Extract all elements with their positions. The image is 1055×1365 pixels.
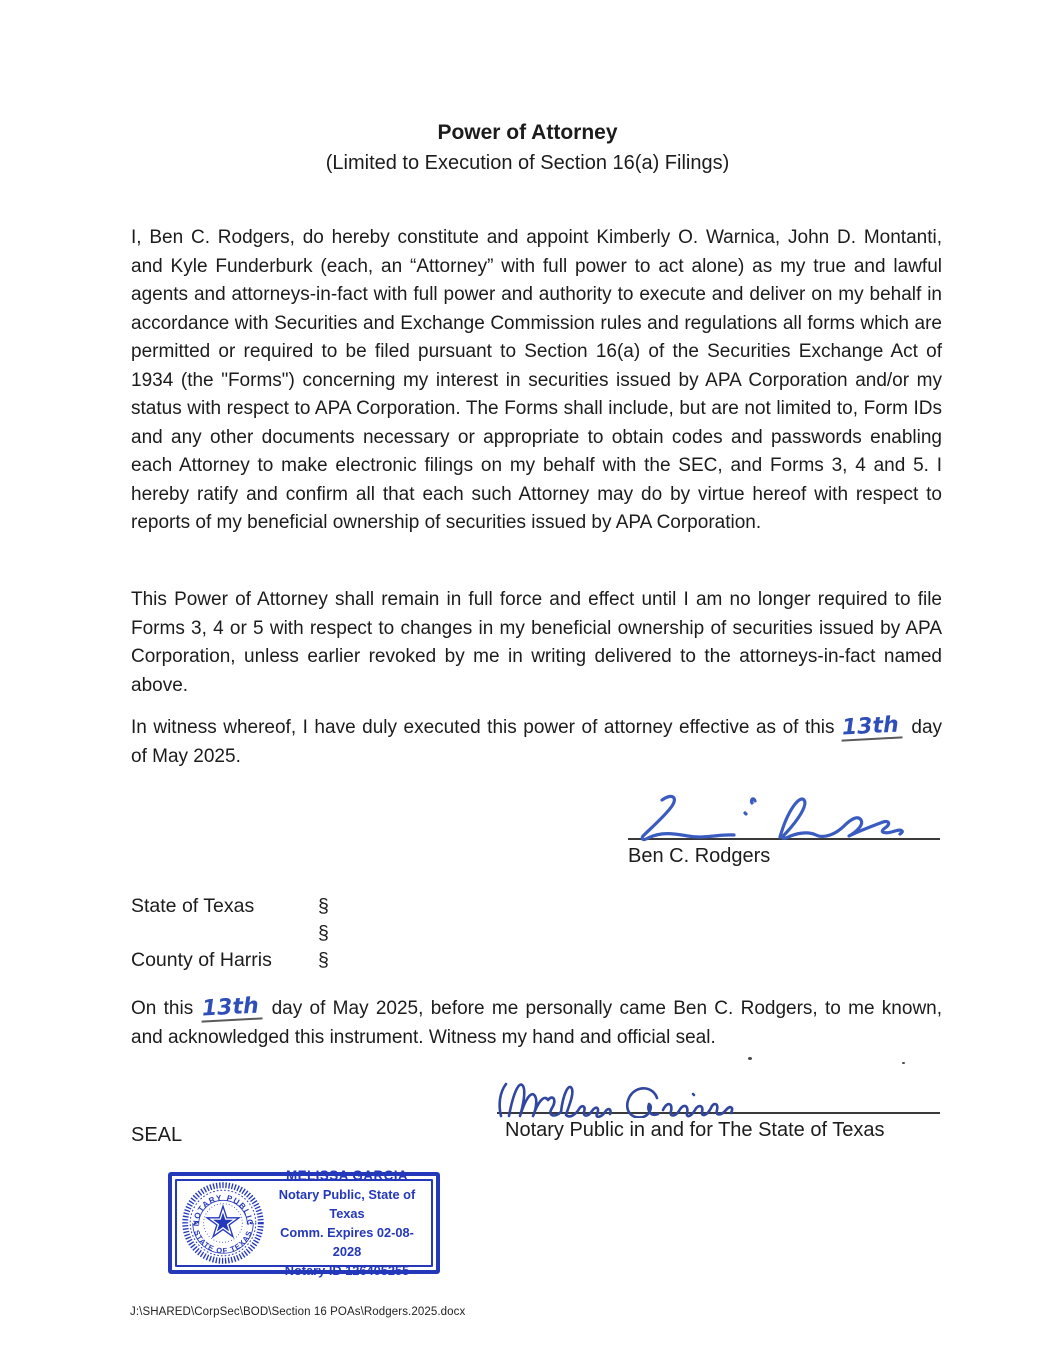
seal-ring-top-text: NOTARY PUBLIC bbox=[191, 1193, 255, 1227]
document-header bbox=[0, 118, 1055, 178]
section-symbol: § bbox=[318, 949, 329, 971]
witness-text-after: day of May 2025. bbox=[131, 717, 943, 767]
venue-block bbox=[131, 893, 471, 974]
handwritten-day-signer: 13th bbox=[840, 715, 902, 741]
notary-stamp-text bbox=[269, 1166, 425, 1280]
venue-state-row bbox=[131, 893, 471, 920]
stamp-commission-expiry: Comm. Expires 02-08-2028 bbox=[280, 1225, 414, 1259]
section-symbol: § bbox=[318, 895, 329, 917]
document-subtitle: (Limited to Execution of Section 16(a) Filings) bbox=[325, 152, 730, 174]
witness-text-before: In witness whereof, I have duly executed this power of attorney effective as of this bbox=[131, 717, 835, 738]
ink-dot bbox=[748, 1057, 752, 1060]
stamp-notary-name: MELISSA GARCIA bbox=[285, 1168, 409, 1183]
notary-seal-icon bbox=[181, 1181, 265, 1265]
ack-text-before: On this bbox=[131, 998, 194, 1019]
stamp-notary-title: Notary Public, State of Texas bbox=[278, 1187, 416, 1221]
notary-stamp-inner-border bbox=[175, 1168, 433, 1278]
signer-printed-name: Ben C. Rodgers bbox=[628, 845, 771, 867]
venue-county-label: County of Harris bbox=[131, 949, 272, 971]
notary-acknowledgment-paragraph bbox=[131, 995, 942, 1052]
venue-county-row bbox=[131, 947, 471, 974]
handwritten-day-notary: 13th bbox=[200, 996, 262, 1022]
seal-label: SEAL bbox=[131, 1124, 183, 1146]
witness-paragraph bbox=[131, 714, 942, 771]
appointment-paragraph: I, Ben C. Rodgers, do hereby constitute and appoint Kimberly O. Warnica, John D. Montanti, and Kyle Funderburk (each, an “Attorney” with full power to act alone) as my true and lawful agents and attorneys-in-fact with full power and authority to execute and deliver on my behalf in accordance with Securities and Exchange Commission rules and regulations all forms which are permitted or required to be filed pursuant to Section 16(a) of the Securities Exchange Act of 1934 (the "Forms") concerning my interest in securities issued by APA Corporation and/or my status with respect to APA Corporation. The Forms shall include, but are not limited to, Form IDs and any other documents necessary or appropriate to obtain codes and passwords enabling each Attorney to make electronic filings on my behalf with the SEC, and Forms 3, 4 and 5. I hereby ratify and confirm all that each such Attorney may do by virtue hereof with respect to reports of my beneficial ownership of securities issued by APA Corporation. bbox=[131, 227, 942, 533]
notary-signature-block bbox=[497, 1066, 940, 1143]
duration-paragraph: This Power of Attorney shall remain in full force and effect until I am no longer required to file Forms 3, 4 or 5 with respect to changes in my beneficial ownership of securities issued by APA Corporation, unless earlier revoked by me in writing delivered to the attorneys-in-fact named above. bbox=[131, 589, 942, 696]
seal-ring-bottom-text: STATE OF TEXAS bbox=[191, 1228, 255, 1256]
section-symbol: § bbox=[318, 922, 329, 944]
notary-caption: Notary Public in and for The State of Texas bbox=[505, 1119, 885, 1141]
file-path-footer: J:\SHARED\CorpSec\BOD\Section 16 POAs\Rodgers.2025.docx bbox=[130, 1306, 466, 1318]
stamp-notary-id: Notary ID 126405255 bbox=[284, 1263, 410, 1278]
document-title: Power of Attorney bbox=[437, 121, 618, 144]
signer-signature-block bbox=[628, 790, 940, 869]
ink-dot bbox=[902, 1062, 905, 1064]
venue-state-label: State of Texas bbox=[131, 895, 255, 917]
venue-middle-row bbox=[131, 920, 471, 947]
melissa-garcia-signature bbox=[497, 1066, 837, 1118]
notary-stamp bbox=[168, 1168, 440, 1278]
ben-rodgers-signature bbox=[628, 790, 928, 844]
ack-text-after: day of May 2025, before me personally came Ben C. Rodgers, to me known, and acknowledged this instrument. Witness my hand and official seal. bbox=[131, 998, 943, 1048]
